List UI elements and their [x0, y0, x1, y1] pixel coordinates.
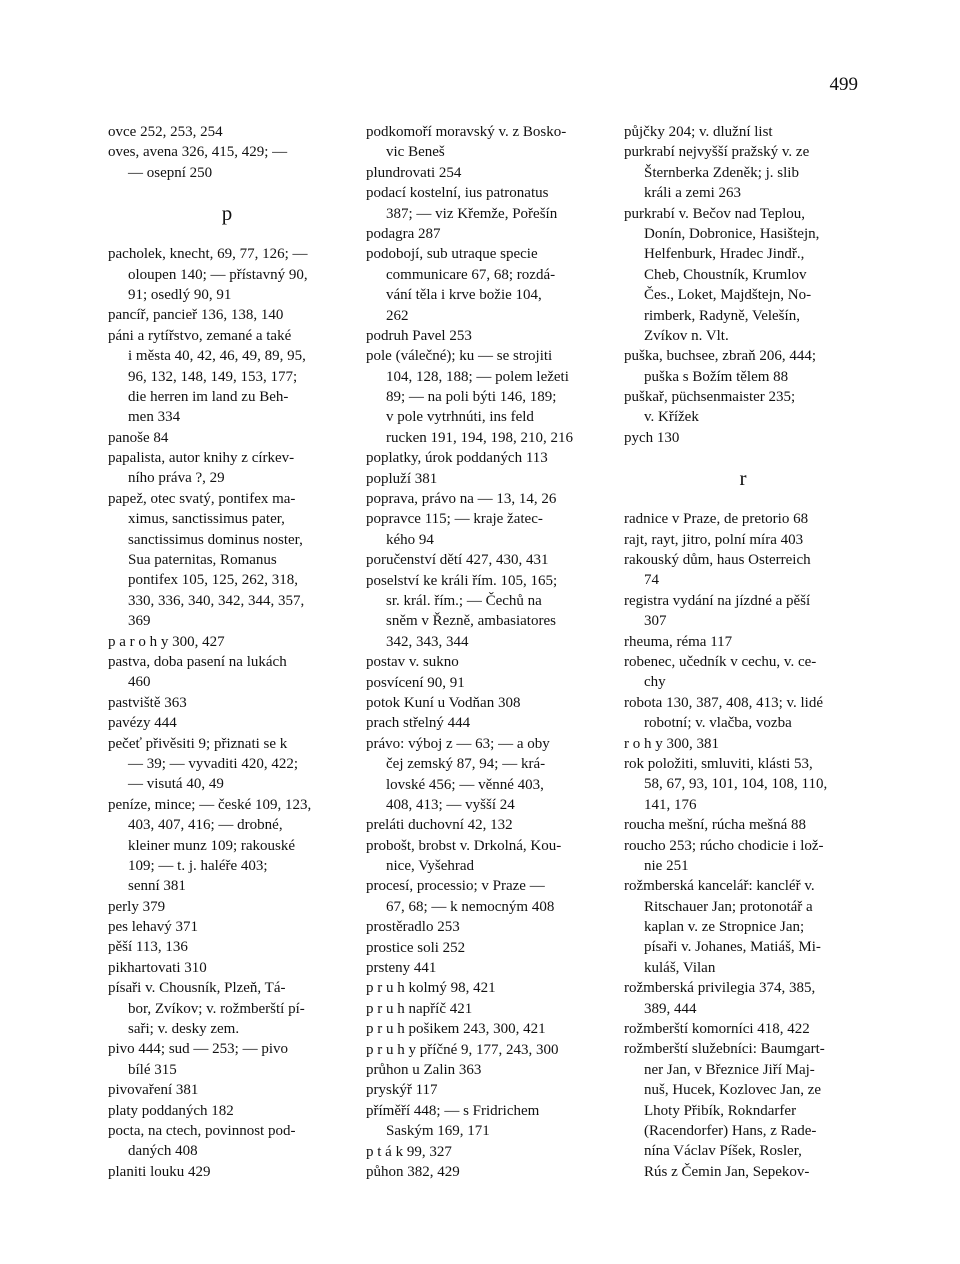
index-entry: prsteny 441: [366, 960, 437, 977]
index-entry-continuation: sněm v Řezně, ambasiatores: [386, 613, 556, 630]
index-entry: plundrovati 254: [366, 164, 462, 181]
index-entry: prostěradlo 253: [366, 919, 460, 936]
index-entry: rheuma, réma 117: [624, 633, 733, 650]
index-entry: páni a rytířstvo, zemané a také: [108, 327, 292, 344]
index-entry: preláti duchovní 42, 132: [366, 817, 513, 834]
index-entry: p r u h pošikem 243, 300, 421: [366, 1021, 546, 1038]
index-entry-continuation: 389, 444: [644, 1000, 697, 1017]
index-entry: popravce 115; — kraje žatec-: [366, 511, 543, 528]
index-entry-continuation: bílé 315: [128, 1061, 177, 1078]
index-entry-continuation: kaplan v. ze Stropnice Jan;: [644, 919, 805, 936]
index-entry-continuation: Cheb, Choustník, Krumlov: [644, 266, 807, 283]
index-entry: podruh Pavel 253: [366, 327, 472, 344]
index-entry-continuation: nice, Vyšehrad: [386, 858, 475, 875]
index-entry: r o h y 300, 381: [624, 735, 719, 752]
index-entry-continuation: saři; v. desky zem.: [128, 1021, 240, 1038]
index-entry: poselství ke králi řím. 105, 165;: [366, 572, 558, 589]
page-number: 499: [829, 74, 858, 95]
index-entry-continuation: 262: [386, 307, 409, 324]
index-entry: půjčky 204; v. dlužní list: [624, 124, 773, 140]
index-entry: roucha mešní, rúcha mešná 88: [624, 817, 807, 834]
index-entry: purkrabí v. Bečov nad Teplou,: [624, 205, 805, 222]
section-letter-heading: p: [221, 201, 233, 226]
index-entry-continuation: 408, 413; — vyšší 24: [386, 796, 515, 813]
index-entry: peníze, mince; — české 109, 123,: [108, 796, 312, 813]
index-entry-continuation: 330, 336, 340, 342, 344, 357,: [128, 592, 305, 609]
index-entry: podkomoří moravský v. z Bosko-: [366, 124, 567, 140]
index-entry-continuation: — visutá 40, 49: [128, 776, 224, 793]
index-entry-continuation: Sua paternitas, Romanus: [128, 552, 277, 569]
index-entry: pocta, na ctech, povinnost pod-: [108, 1122, 296, 1139]
index-entry: podagra 287: [366, 225, 441, 242]
index-entry: pavézy 444: [108, 715, 177, 732]
index-entry-continuation: kleiner munz 109; rakouské: [128, 837, 296, 854]
index-entry-continuation: v pole vytrhnúti, ins feld: [386, 409, 534, 426]
index-entry-continuation: Saským 169, 171: [386, 1123, 490, 1140]
index-entry: p r u h y příčné 9, 177, 243, 300: [366, 1041, 559, 1058]
index-entry: robenec, učedník v cechu, v. ce-: [624, 653, 817, 670]
index-entry-continuation: Rús z Čemin Jan, Sepekov-: [644, 1163, 810, 1180]
index-entry-continuation: Lhoty Přibík, Rokndarfer: [644, 1102, 797, 1119]
index-entry: ovce 252, 253, 254: [108, 124, 223, 140]
index-entry-continuation: v. Křížek: [644, 409, 699, 426]
index-entry-continuation: die herren im land zu Beh-: [128, 388, 289, 405]
index-entry: pečeť přivěsiti 9; přiznati se k: [108, 735, 288, 752]
index-entry-continuation: Helfenburk, Hradec Jindř.,: [644, 246, 805, 263]
index-entry-continuation: 89; — na poli býti 146, 189;: [386, 389, 557, 406]
index-entry: radnice v Praze, de pretorio 68: [624, 511, 809, 528]
index-entry-continuation: nie 251: [644, 857, 689, 874]
index-entry-continuation: Donín, Dobronice, Hasištejn,: [644, 225, 820, 242]
index-entry-continuation: 403, 407, 416; — drobné,: [128, 817, 283, 834]
index-entry: puška, buchsee, zbraň 206, 444;: [624, 348, 817, 365]
index-entry-continuation: 96, 132, 148, 149, 153, 177;: [128, 368, 298, 385]
index-entry: prostice soli 252: [366, 939, 466, 956]
index-entry-continuation: puška s Božím tělem 88: [644, 368, 789, 385]
index-entry-continuation: králi a zemi 263: [644, 185, 742, 202]
index-entry: pacholek, knecht, 69, 77, 126; —: [108, 246, 308, 263]
index-entry-continuation: písaři v. Johanes, Matiáš, Mi-: [644, 939, 821, 956]
index-entry: papalista, autor knihy z církev-: [108, 450, 295, 467]
index-column-3: [624, 122, 862, 1182]
index-entry-continuation: 141, 176: [644, 796, 697, 813]
index-entry: pancíř, pancieř 136, 138, 140: [108, 307, 284, 324]
index-entry: pych 130: [624, 429, 680, 446]
index-entry-continuation: rimberk, Radyně, Velešín,: [644, 307, 800, 324]
index-entry: pastviště 363: [108, 694, 187, 711]
index-entry: písaři v. Chousník, Plzeň, Tá-: [108, 980, 286, 997]
index-entry-continuation: kého 94: [386, 531, 434, 548]
index-entry-continuation: kuláš, Vilan: [644, 959, 716, 976]
index-entry: popluží 381: [366, 470, 438, 487]
index-entry: papež, otec svatý, pontifex ma-: [108, 490, 296, 507]
index-entry: pole (válečné); ku — se strojiti: [366, 348, 553, 365]
index-entry-continuation: 91; osedlý 90, 91: [128, 286, 232, 303]
index-entry: pěší 113, 136: [108, 939, 188, 956]
index-entry-continuation: Čes., Loket, Majdštejn, No-: [644, 287, 812, 304]
index-entry-continuation: nína Václav Píšek, Rosler,: [644, 1143, 802, 1160]
index-entry: pivovaření 381: [108, 1082, 199, 1099]
index-entry: pes lehavý 371: [108, 919, 198, 936]
index-entry-continuation: sr. král. řím.; — Čechů na: [386, 592, 542, 609]
index-entry: poplatky, úrok poddaných 113: [366, 450, 548, 467]
index-entry: registra vydání na jízdné a pěší: [624, 592, 811, 609]
index-entry-continuation: nuš, Hucek, Kozlovec Jan, ze: [644, 1082, 822, 1099]
index-entry-continuation: 342, 343, 344: [386, 633, 469, 650]
index-entry: pastva, doba pasení na lukách: [108, 653, 287, 670]
index-entry-continuation: senní 381: [128, 878, 186, 895]
index-entry: p t á k 99, 327: [366, 1143, 452, 1160]
index-entry-continuation: 67, 68; — k nemocným 408: [386, 898, 555, 915]
index-entry-continuation: oloupen 140; — přístavný 90,: [128, 266, 308, 283]
index-entry: posvícení 90, 91: [366, 674, 465, 691]
index-entry-continuation: Ritschauer Jan; protonotář a: [644, 898, 813, 915]
index-entry: roucho 253; rúcho chodicie i lož-: [624, 837, 824, 854]
index-entry: rožmberská kancelář: kancléř v.: [624, 878, 815, 895]
index-entry: rožmberští služebníci: Baumgart-: [624, 1041, 825, 1058]
index-entry-continuation: 307: [644, 613, 667, 630]
index-entry-continuation: rucken 191, 194, 198, 210, 216: [386, 429, 574, 446]
index-entry-continuation: robotní; v. vlačba, vozba: [644, 715, 792, 732]
index-entry-continuation: (Racendorfer) Hans, z Rade-: [644, 1122, 817, 1139]
index-entry: podobojí, sub utraque specie: [366, 246, 538, 263]
index-entry: příměří 448; — s Fridrichem: [366, 1102, 540, 1119]
index-entry: probošt, brobst v. Drkolná, Kou-: [366, 837, 562, 854]
index-entry: rajt, rayt, jitro, polní míra 403: [624, 531, 804, 548]
index-entry: puškař, püchsenmaister 235;: [624, 389, 796, 406]
index-entry: rakouský dům, haus Osterreich: [624, 552, 811, 569]
index-entry: pivo 444; sud — 253; — pivo: [108, 1041, 289, 1058]
index-entry-continuation: 460: [128, 674, 151, 691]
index-entry: p r u h kolmý 98, 421: [366, 980, 496, 997]
index-entry: purkrabí nejvyšší pražský v. ze: [624, 144, 810, 161]
index-entry-continuation: 109; — t. j. haléře 403;: [128, 857, 268, 874]
index-entry: perly 379: [108, 898, 166, 915]
index-entry: procesí, processio; v Praze —: [366, 878, 545, 895]
index-entry-continuation: 369: [128, 613, 151, 630]
index-column-2: [366, 122, 604, 1182]
index-entry: pryskýř 117: [366, 1082, 438, 1099]
index-entry: rožmberská privilegia 374, 385,: [624, 980, 816, 997]
index-entry-continuation: Šternberka Zdeněk; j. slib: [644, 164, 799, 181]
index-entry: průhon u Zalin 363: [366, 1061, 482, 1078]
section-letter-heading: r: [739, 466, 747, 491]
index-entry-continuation: pontifex 105, 125, 262, 318,: [128, 572, 298, 589]
index-entry: poručenství dětí 427, 430, 431: [366, 552, 549, 569]
index-entry: postav v. sukno: [366, 654, 459, 671]
index-entry: p r u h napříč 421: [366, 1000, 473, 1017]
index-entry: planiti louku 429: [108, 1163, 211, 1180]
index-entry: oves, avena 326, 415, 429; —: [108, 144, 288, 161]
index-entry-continuation: vání těla i krve božie 104,: [386, 287, 542, 304]
index-entry-continuation: — osepní 250: [128, 164, 213, 181]
index-entry: pikhartovati 310: [108, 959, 207, 976]
index-entry: prach střelný 444: [366, 715, 471, 732]
index-entry: potok Kuní u Vodňan 308: [366, 694, 521, 711]
index-entry: platy poddaných 182: [108, 1102, 234, 1119]
index-entry-continuation: bor, Zvíkov; v. rožmberští pí-: [128, 1000, 305, 1017]
index-entry: panoše 84: [108, 429, 169, 446]
index-entry-continuation: — 39; — vyvaditi 420, 422;: [128, 755, 298, 772]
index-entry-continuation: men 334: [128, 409, 181, 426]
index-entry-continuation: 58, 67, 93, 101, 104, 108, 110,: [644, 776, 828, 793]
index-entry-continuation: Zvíkov n. Vlt.: [644, 327, 729, 344]
index-entry-continuation: sanctissimus dominus noster,: [128, 531, 303, 548]
index-entry: právo: výboj z — 63; — a oby: [366, 735, 550, 752]
index-entry-continuation: lovské 456; — věnné 403,: [386, 776, 544, 793]
index-entry: rok položiti, smluviti, klásti 53,: [624, 755, 813, 772]
index-entry-continuation: 387; — viz Křemže, Pořešín: [386, 205, 558, 222]
index-entry-continuation: 74: [644, 572, 659, 589]
index-entry: půhon 382, 429: [366, 1163, 460, 1180]
index-entry: robota 130, 387, 408, 413; v. lidé: [624, 694, 824, 711]
index-entry-continuation: ner Jan, v Březnice Jiří Maj-: [644, 1061, 815, 1078]
index-entry-continuation: daných 408: [128, 1143, 198, 1160]
index-entry-continuation: vic Beneš: [386, 144, 445, 161]
index-entry-continuation: čej zemský 87, 94; — krá-: [386, 756, 546, 773]
index-entry-continuation: 104, 128, 188; — polem ležeti: [386, 368, 569, 385]
index-entry: podací kostelní, ius patronatus: [366, 185, 549, 202]
index-entry: rožmberští komorníci 418, 422: [624, 1021, 810, 1038]
index-entry-continuation: communicare 67, 68; rozdá-: [386, 266, 556, 283]
index-entry-continuation: ního práva ?, 29: [128, 470, 225, 487]
index-entry: poprava, právo na — 13, 14, 26: [366, 491, 557, 508]
index-entry-continuation: chy: [644, 674, 666, 691]
index-entry-continuation: ximus, sanctissimus pater,: [128, 511, 285, 528]
index-entry-continuation: i města 40, 42, 46, 49, 89, 95,: [128, 348, 306, 365]
index-entry: p a r o h y 300, 427: [108, 633, 225, 650]
index-column-1: [108, 122, 346, 1182]
